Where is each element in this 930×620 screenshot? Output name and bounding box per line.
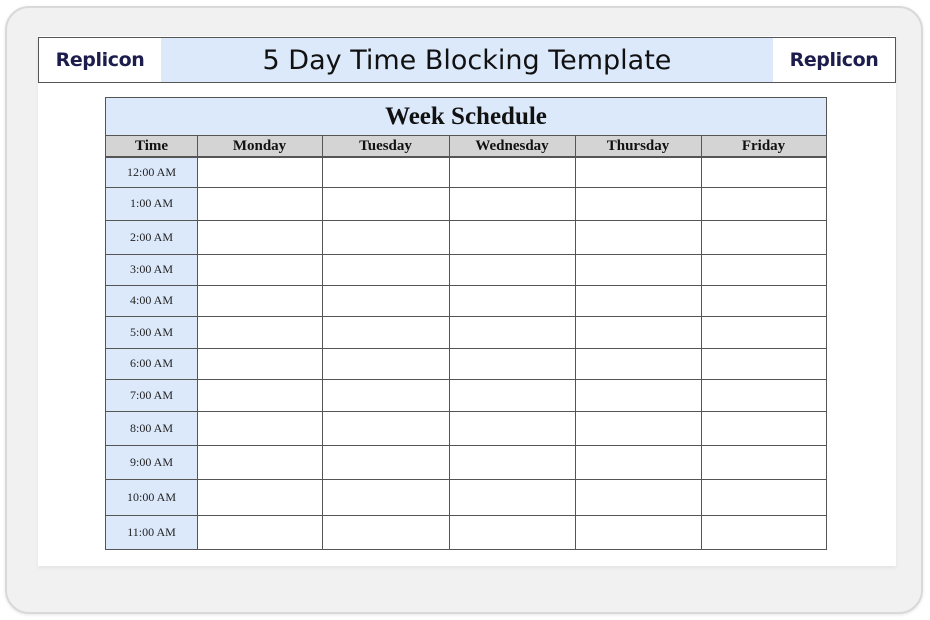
column-header-thursday: Thursday bbox=[575, 136, 701, 157]
schedule-cell-tuesday[interactable] bbox=[322, 254, 449, 285]
column-header-friday: Friday bbox=[701, 136, 826, 157]
time-label: 12:00 AM bbox=[106, 158, 197, 187]
time-label: 8:00 AM bbox=[106, 411, 197, 445]
row-divider bbox=[106, 220, 826, 221]
schedule-cell-tuesday[interactable] bbox=[322, 158, 449, 187]
schedule-cell-monday[interactable] bbox=[197, 158, 322, 187]
schedule-cell-tuesday[interactable] bbox=[322, 316, 449, 348]
schedule-cell-friday[interactable] bbox=[701, 445, 826, 479]
schedule-cell-wednesday[interactable] bbox=[449, 445, 575, 479]
time-label: 9:00 AM bbox=[106, 445, 197, 479]
schedule-cell-friday[interactable] bbox=[701, 515, 826, 549]
schedule-cell-monday[interactable] bbox=[197, 379, 322, 411]
column-header-wednesday: Wednesday bbox=[449, 136, 575, 157]
schedule-cell-friday[interactable] bbox=[701, 316, 826, 348]
schedule-cell-thursday[interactable] bbox=[575, 220, 701, 254]
template-title: 5 Day Time Blocking Template bbox=[161, 38, 773, 82]
column-divider bbox=[701, 136, 702, 549]
row-divider bbox=[106, 187, 826, 188]
schedule-title: Week Schedule bbox=[106, 98, 826, 136]
time-label: 6:00 AM bbox=[106, 348, 197, 379]
schedule-cell-wednesday[interactable] bbox=[449, 379, 575, 411]
schedule-cell-tuesday[interactable] bbox=[322, 515, 449, 549]
row-divider bbox=[106, 515, 826, 516]
schedule-cell-tuesday[interactable] bbox=[322, 220, 449, 254]
schedule-cell-monday[interactable] bbox=[197, 411, 322, 445]
schedule-cell-thursday[interactable] bbox=[575, 316, 701, 348]
schedule-cell-tuesday[interactable] bbox=[322, 187, 449, 220]
schedule-cell-friday[interactable] bbox=[701, 187, 826, 220]
schedule-cell-tuesday[interactable] bbox=[322, 411, 449, 445]
schedule-cell-monday[interactable] bbox=[197, 254, 322, 285]
week-schedule-table bbox=[105, 97, 827, 550]
schedule-cell-thursday[interactable] bbox=[575, 411, 701, 445]
schedule-cell-thursday[interactable] bbox=[575, 515, 701, 549]
column-divider bbox=[197, 136, 198, 549]
template-banner bbox=[38, 37, 896, 83]
schedule-cell-friday[interactable] bbox=[701, 411, 826, 445]
row-divider bbox=[106, 348, 826, 349]
schedule-cell-thursday[interactable] bbox=[575, 158, 701, 187]
row-divider bbox=[106, 157, 826, 158]
schedule-cell-monday[interactable] bbox=[197, 515, 322, 549]
schedule-cell-tuesday[interactable] bbox=[322, 348, 449, 379]
schedule-cell-thursday[interactable] bbox=[575, 445, 701, 479]
schedule-cell-monday[interactable] bbox=[197, 187, 322, 220]
schedule-cell-thursday[interactable] bbox=[575, 479, 701, 515]
time-label: 1:00 AM bbox=[106, 187, 197, 220]
schedule-cell-wednesday[interactable] bbox=[449, 158, 575, 187]
schedule-cell-tuesday[interactable] bbox=[322, 379, 449, 411]
schedule-cell-friday[interactable] bbox=[701, 379, 826, 411]
time-label: 5:00 AM bbox=[106, 316, 197, 348]
schedule-cell-wednesday[interactable] bbox=[449, 348, 575, 379]
schedule-cell-monday[interactable] bbox=[197, 220, 322, 254]
brand-logo-left: Replicon bbox=[55, 49, 145, 71]
schedule-cell-thursday[interactable] bbox=[575, 285, 701, 316]
column-header-tuesday: Tuesday bbox=[322, 136, 449, 157]
schedule-cell-wednesday[interactable] bbox=[449, 254, 575, 285]
schedule-cell-friday[interactable] bbox=[701, 254, 826, 285]
schedule-cell-friday[interactable] bbox=[701, 158, 826, 187]
schedule-cell-friday[interactable] bbox=[701, 220, 826, 254]
row-divider bbox=[106, 254, 826, 255]
schedule-cell-friday[interactable] bbox=[701, 348, 826, 379]
brand-logo-right: Replicon bbox=[789, 49, 879, 71]
schedule-cell-tuesday[interactable] bbox=[322, 445, 449, 479]
row-divider bbox=[106, 479, 826, 480]
time-label: 4:00 AM bbox=[106, 285, 197, 316]
schedule-cell-wednesday[interactable] bbox=[449, 479, 575, 515]
schedule-cell-wednesday[interactable] bbox=[449, 187, 575, 220]
schedule-cell-wednesday[interactable] bbox=[449, 316, 575, 348]
row-divider bbox=[106, 411, 826, 412]
row-divider bbox=[106, 379, 826, 380]
column-divider bbox=[575, 136, 576, 549]
schedule-cell-thursday[interactable] bbox=[575, 379, 701, 411]
time-label: 2:00 AM bbox=[106, 220, 197, 254]
schedule-cell-thursday[interactable] bbox=[575, 254, 701, 285]
column-divider bbox=[449, 136, 450, 549]
time-label: 7:00 AM bbox=[106, 379, 197, 411]
column-divider bbox=[322, 136, 323, 549]
schedule-cell-friday[interactable] bbox=[701, 479, 826, 515]
schedule-cell-tuesday[interactable] bbox=[322, 479, 449, 515]
schedule-cell-wednesday[interactable] bbox=[449, 515, 575, 549]
column-header-time: Time bbox=[106, 136, 197, 157]
schedule-cell-monday[interactable] bbox=[197, 316, 322, 348]
schedule-cell-wednesday[interactable] bbox=[449, 285, 575, 316]
schedule-cell-thursday[interactable] bbox=[575, 348, 701, 379]
time-label: 10:00 AM bbox=[106, 479, 197, 515]
schedule-cell-monday[interactable] bbox=[197, 285, 322, 316]
row-divider bbox=[106, 445, 826, 446]
time-label: 3:00 AM bbox=[106, 254, 197, 285]
schedule-cell-tuesday[interactable] bbox=[322, 285, 449, 316]
schedule-cell-monday[interactable] bbox=[197, 479, 322, 515]
schedule-cell-wednesday[interactable] bbox=[449, 411, 575, 445]
row-divider bbox=[106, 285, 826, 286]
time-label: 11:00 AM bbox=[106, 515, 197, 549]
schedule-cell-monday[interactable] bbox=[197, 348, 322, 379]
column-header-monday: Monday bbox=[197, 136, 322, 157]
schedule-cell-friday[interactable] bbox=[701, 285, 826, 316]
row-divider bbox=[106, 316, 826, 317]
schedule-cell-wednesday[interactable] bbox=[449, 220, 575, 254]
schedule-cell-monday[interactable] bbox=[197, 445, 322, 479]
schedule-cell-thursday[interactable] bbox=[575, 187, 701, 220]
